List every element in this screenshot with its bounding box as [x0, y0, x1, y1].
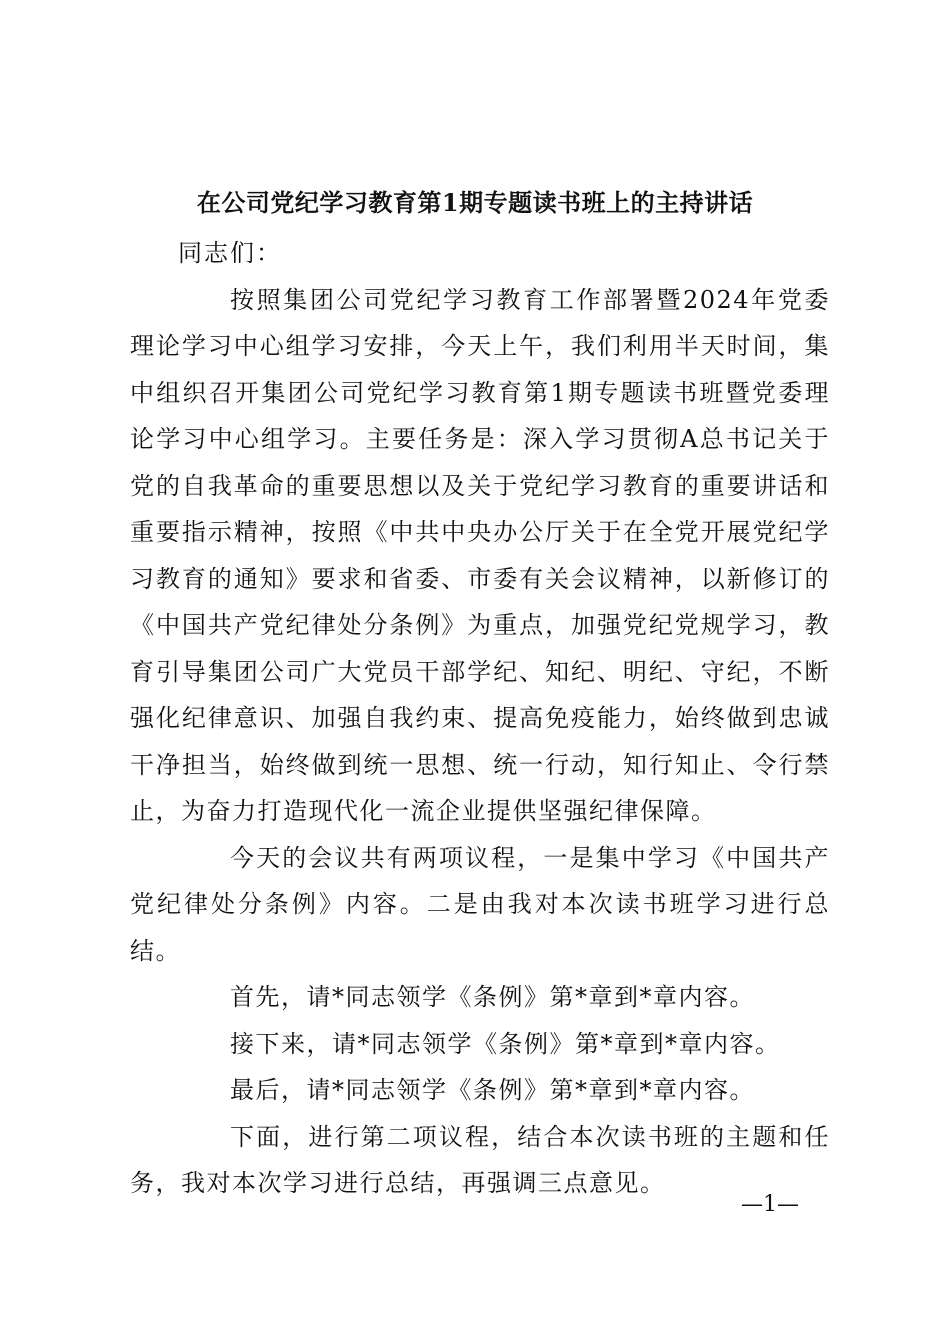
paragraph-first: 首先，请*同志领学《条例》第*章到*章内容。	[230, 983, 755, 1011]
document-body	[130, 230, 830, 1207]
paragraph-agenda: 今天的会议共有两项议程，一是集中学习《中国共产党纪律处分条例》内容。二是由我对本次读书班学习进行总结。	[130, 843, 830, 965]
greeting: 同志们：	[178, 239, 282, 267]
paragraph-summary: 下面，进行第二项议程，结合本次读书班的主题和任务，我对本次学习进行总结，再强调三点意见。	[130, 1122, 830, 1197]
page-number: —1—	[741, 1192, 799, 1217]
paragraph-intro: 按照集团公司党纪学习教育工作部署暨2024年党委理论学习中心组学习安排，今天上午，我们利用半天时间，集中组织召开集团公司党纪学习教育第1期专题读书班暨党委理论学习中心组学习。主要任务是：深入学习贯彻A总书记关于党的自我革命的重要思想以及关于党纪学习教育的重要讲话和重要指示精神，按照《中共中央办公厅关于在全党开展党纪学习教育的通知》要求和省委、市委有关会议精神，以新修订的《中国共产党纪律处分条例》为重点，加强党纪党规学习，教育引导集团公司广大党员干部学纪、知纪、明纪、守纪，不断强化纪律意识、加强自我约束、提高免疫能力，始终做到忠诚干净担当，始终做到统一思想、统一行动，知行知止、令行禁止，为奋力打造现代化一流企业提供坚强纪律保障。	[130, 285, 830, 825]
paragraph-last: 最后，请*同志领学《条例》第*章到*章内容。	[230, 1076, 755, 1104]
document-title: 在公司党纪学习教育第1期专题读书班上的主持讲话	[196, 188, 754, 217]
paragraph-next: 接下来，请*同志领学《条例》第*章到*章内容。	[230, 1029, 781, 1058]
